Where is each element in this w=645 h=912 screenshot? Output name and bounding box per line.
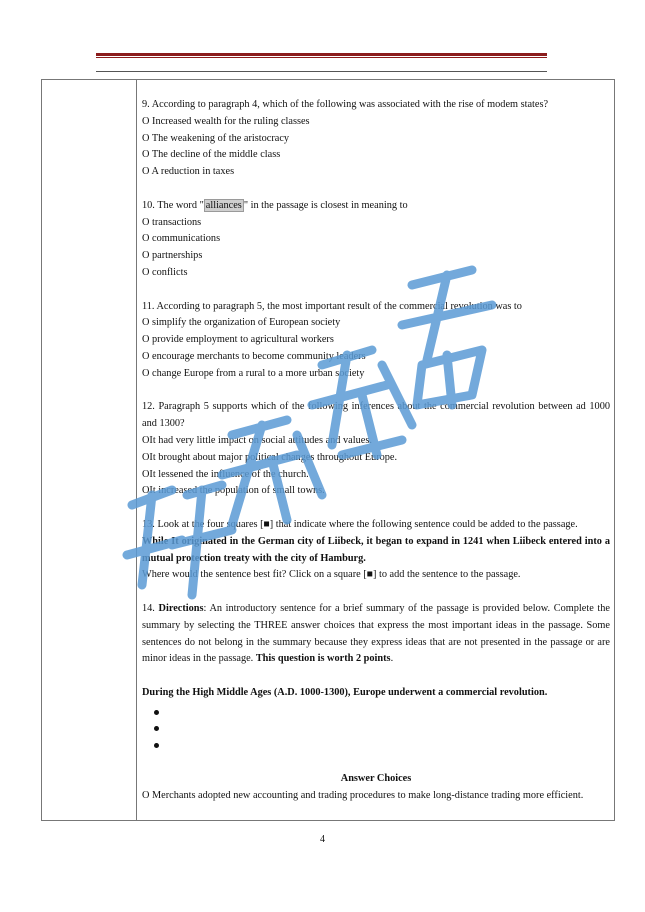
q12-option-1[interactable]: OIt had very little impact on social attitudes and values.	[142, 434, 372, 446]
page-number: 4	[320, 834, 325, 845]
q9-option-4[interactable]: O A reduction in taxes	[142, 166, 235, 178]
q12-option-2[interactable]: OIt brought about major political changes throughout Europe.	[142, 451, 398, 463]
q12-option-3[interactable]: OIt lessened the influence of the church.	[142, 468, 309, 480]
q14-directions: 14. Directions: An introductory sentence for a brief summary of the passage is provided below. Complete the summary by selecting the THREE answer choices that express the most important ideas in the passage. Some sentences do not belong in the summary because they express ideas that are not presented in the passage or are minor ideas in the passage. This question is worth 2 points.	[142, 602, 610, 665]
q11-stem: 11. According to paragraph 5, the most important result of the commercial revolution was to	[142, 300, 522, 312]
q11-option-3[interactable]: O encourage merchants to become community leaders	[142, 350, 366, 362]
q10-stem: 10. The word " alliances " in the passage is closest in meaning to	[142, 199, 408, 211]
q11-option-2[interactable]: O provide employment to agricultural workers	[142, 334, 334, 346]
header-rule-top-thin	[96, 57, 547, 58]
q10-option-2[interactable]: O communications	[142, 233, 221, 245]
question-cell	[142, 97, 610, 804]
q9-option-3[interactable]: O The decline of the middle class	[142, 149, 281, 161]
q12-stem: 12. Paragraph 5 supports which of the following inferences about the commercial revolution between ad 1000 and 1300?	[142, 401, 610, 430]
q11-option-1[interactable]: O simplify the organization of European society	[142, 317, 341, 329]
summary-intro-sentence: During the High Middle Ages (A.D. 1000-1300), Europe underwent a commercial revolution.	[142, 686, 548, 698]
q11-option-4[interactable]: O change Europe from a rural to a more urban society	[142, 367, 365, 379]
summary-slot-3[interactable]	[142, 737, 610, 754]
q13-prompt: Where would the sentence best fit? Click on a square [■] to add the sentence to the passage.	[142, 569, 521, 581]
q9-stem: 9. According to paragraph 4, which of the following was associated with the rise of modem states?	[142, 99, 549, 110]
q10-option-3[interactable]: O partnerships	[142, 250, 203, 262]
q12-option-4[interactable]: OIt increased the population of small towns.	[142, 485, 325, 497]
header-rule-bottom	[96, 71, 547, 72]
highlighted-word: alliances	[205, 199, 242, 211]
q10-option-1[interactable]: O transactions	[142, 216, 202, 228]
answer-choice-1[interactable]: O Merchants adopted new accounting and trading procedures to make long-distance trading more efficient.	[142, 789, 584, 801]
header-rule-top	[96, 53, 547, 56]
q10-option-4[interactable]: O conflicts	[142, 266, 188, 278]
q13-stem: 13. Look at the four squares [■] that indicate where the following sentence could be added to the passage.	[142, 518, 578, 530]
summary-slots	[142, 704, 610, 754]
table-column-divider	[136, 79, 137, 821]
q13-insert-sentence: While It originated in the German city of Liibeck, it began to expand in 1241 when Liibeck entered into a mutual protection treaty with the city of Hamburg.	[142, 535, 610, 564]
answer-choices-heading: Answer Choices	[340, 772, 412, 784]
summary-slot-2[interactable]	[142, 720, 610, 737]
q9-option-1[interactable]: O Increased wealth for the ruling classes	[142, 115, 310, 127]
q9-option-2[interactable]: O The weakening of the aristocracy	[142, 132, 290, 144]
summary-slot-1[interactable]	[142, 704, 610, 721]
